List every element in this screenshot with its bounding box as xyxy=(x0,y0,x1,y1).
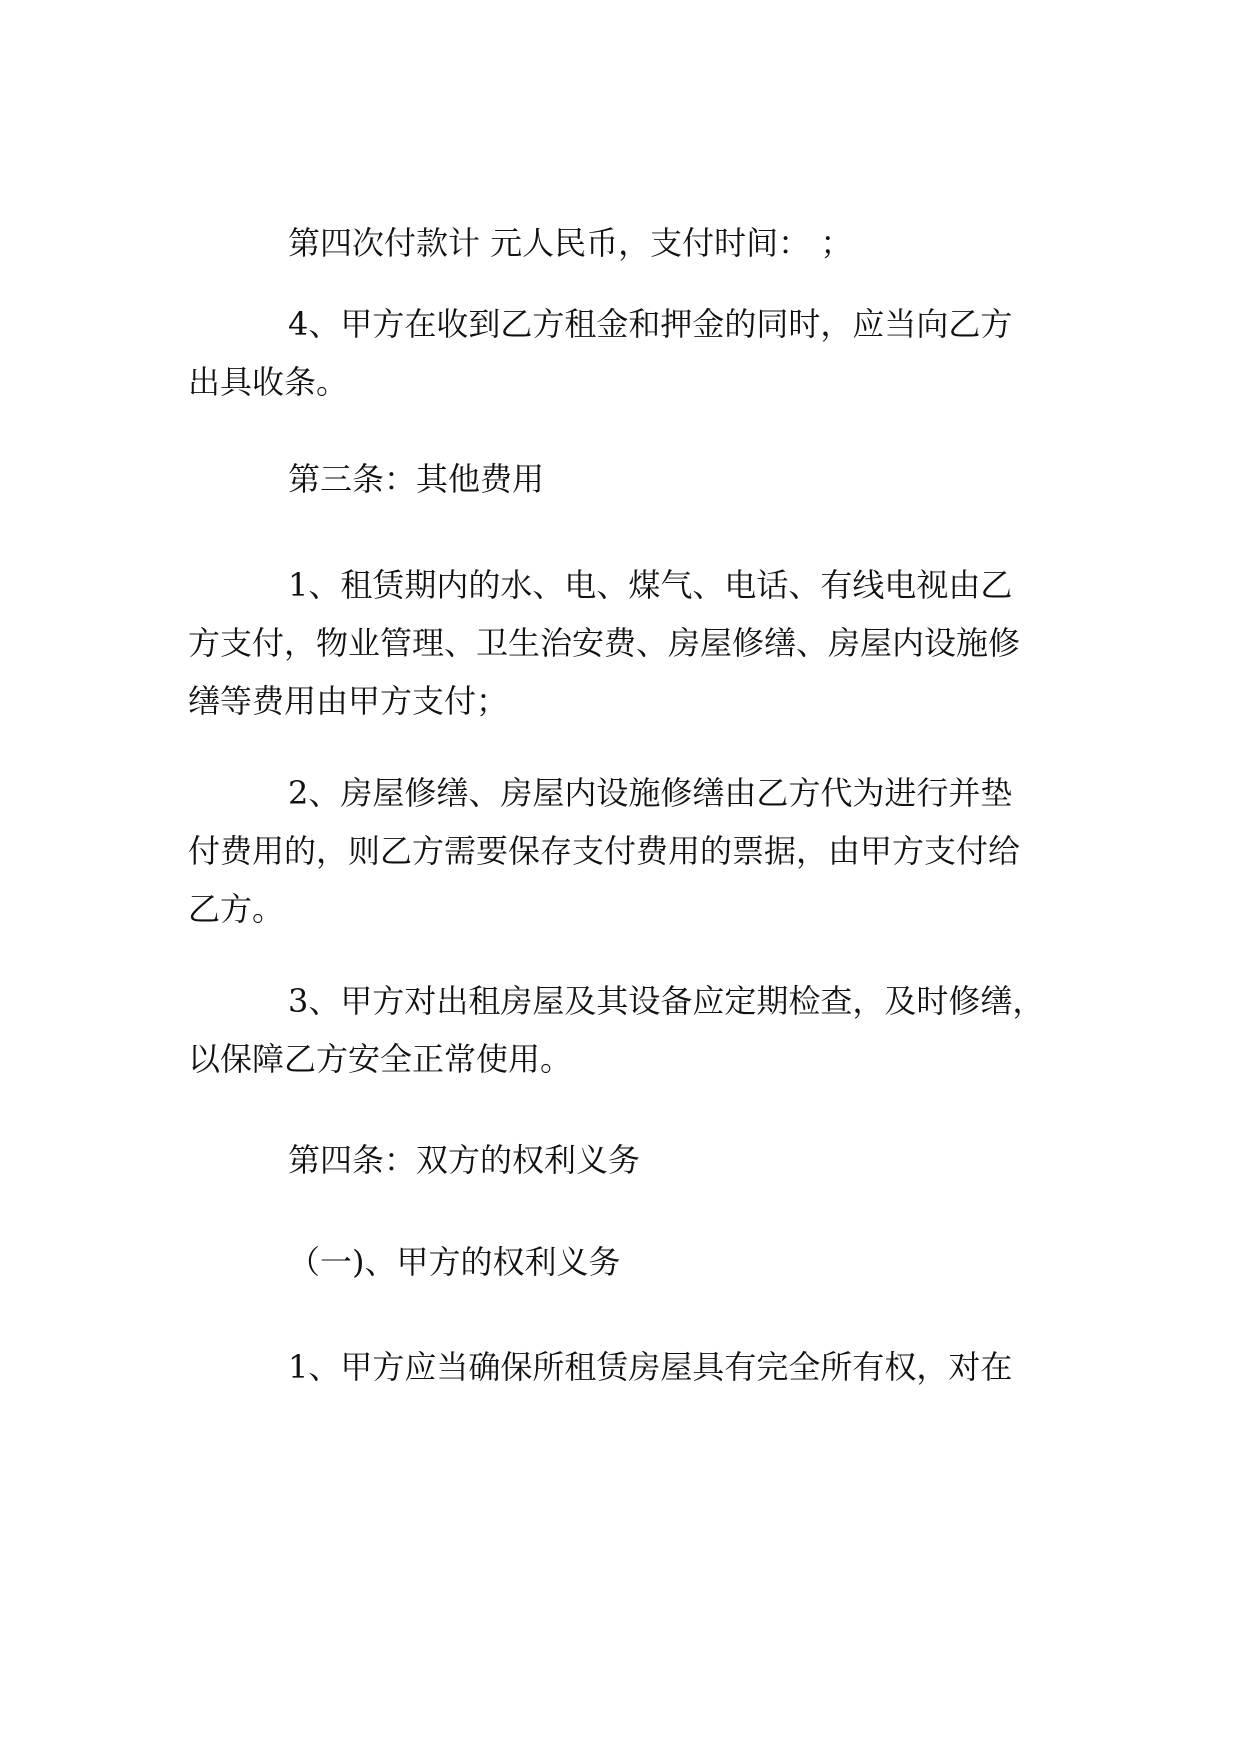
paragraph-line: 3、甲方对出租房屋及其设备应定期检查，及时修缮， xyxy=(288,982,1045,1020)
paragraph-line: 1、租赁期内的水、电、煤气、电话、有线电视由乙 xyxy=(288,566,1013,604)
paragraph-line: 方支付，物业管理、卫生治安费、房屋修缮、房屋内设施修 xyxy=(188,624,1021,662)
paragraph-utilities-clause xyxy=(0,556,1241,730)
paragraph-line: 1、甲方应当确保所租赁房屋具有完全所有权，对在 xyxy=(288,1348,1013,1386)
section-heading-article-4 xyxy=(0,1131,1241,1189)
paragraph-line: 出具收条。 xyxy=(188,363,349,401)
subsection-heading: （一)、甲方的权利义务 xyxy=(288,1243,621,1281)
paragraph-ownership-clause xyxy=(0,1338,1241,1396)
paragraph-fourth-payment xyxy=(0,214,1241,272)
paragraph-line: 第四次付款计 元人民币，支付时间： ； xyxy=(288,224,853,262)
paragraph-line: 2、房屋修缮、房屋内设施修缮由乙方代为进行并垫 xyxy=(288,774,1013,812)
paragraph-line: 缮等费用由甲方支付； xyxy=(188,682,509,720)
paragraph-line: 4、甲方在收到乙方租金和押金的同时，应当向乙方 xyxy=(288,305,1013,343)
paragraph-repair-clause xyxy=(0,764,1241,938)
section-heading: 第四条：双方的权利义务 xyxy=(288,1141,641,1179)
section-heading-article-3 xyxy=(0,450,1241,508)
paragraph-inspection-clause xyxy=(0,972,1241,1088)
paragraph-line: 以保障乙方安全正常使用。 xyxy=(188,1040,573,1078)
paragraph-receipt-clause xyxy=(0,295,1241,411)
paragraph-line: 乙方。 xyxy=(188,890,285,928)
subsection-heading-party-a xyxy=(0,1233,1241,1291)
section-heading: 第三条：其他费用 xyxy=(288,460,545,498)
paragraph-line: 付费用的，则乙方需要保存支付费用的票据，由甲方支付给 xyxy=(188,832,1021,870)
